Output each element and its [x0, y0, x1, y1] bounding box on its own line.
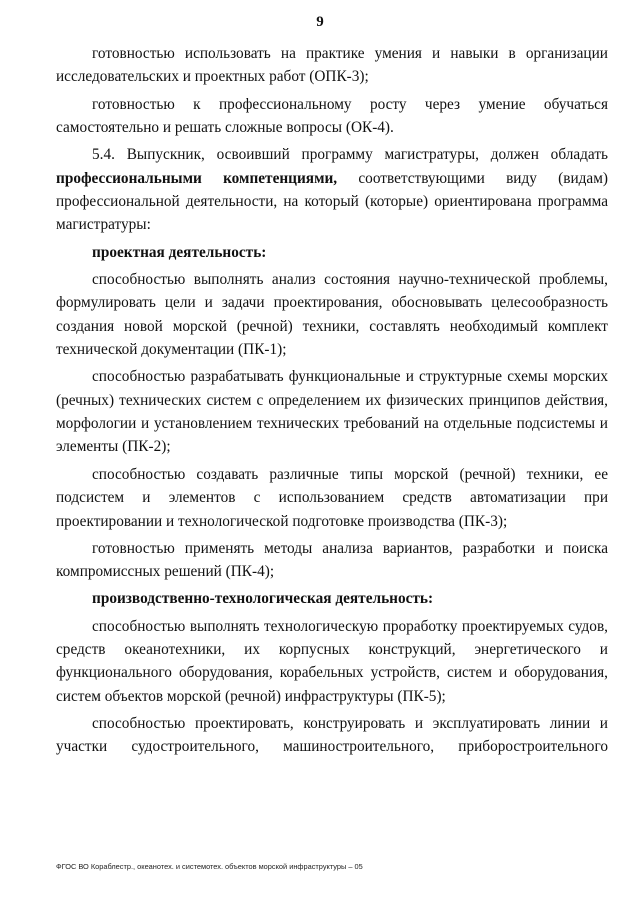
document-body	[56, 42, 608, 763]
page-number: 9	[316, 14, 324, 30]
paragraph-ok4: готовностью к профессиональному росту через умение обучаться самостоятельно и решать сложные вопросы (ОК-4).	[56, 95, 608, 137]
paragraph-5-4-intro: 5.4. Выпускник, освоивший программу магистратуры, должен обладать	[92, 146, 608, 164]
paragraph-pk4: готовностью применять методы анализа вариантов, разработки и поиска компромиссных решений (ПК-4);	[56, 539, 608, 581]
paragraph-5-4-bold: профессиональными компетенциями,	[56, 169, 338, 187]
paragraph-5-4-rest: соответствующими виду (видам) профессиональной деятельности, на который (которые) ориентирована программа магистратуры:	[56, 169, 608, 234]
page-footer: ФГОС ВО Кораблестр., океанотех. и системотех. объектов морской инфраструктуры – 05	[56, 862, 363, 871]
paragraph-pk5: способностью выполнять технологическую проработку проектируемых судов, средств океанотехники, их корпусных конструкций, энергетического и функционального оборудования, корабельных устройств, систем и оборудования, систем объектов морской (речной) инфраструктуры (ПК-5);	[56, 617, 608, 705]
paragraph-continued: способностью проектировать, конструировать и эксплуатировать линии и участки судостроительного, машиностроительного, приборостроительного	[56, 714, 608, 756]
heading-project-activity: проектная деятельность:	[92, 243, 267, 261]
paragraph-pk1: способностью выполнять анализ состояния научно-технической проблемы, формулировать цели и задачи проектирования, обосновывать целесообразность создания новой морской (речной) техники, составлять необходимый комплект технической документации (ПК-1);	[56, 270, 608, 359]
paragraph-pk3: способностью создавать различные типы морской (речной) техники, ее подсистем и элементов с использованием средств автоматизации при проектировании и технологической подготовке производства (ПК-3);	[56, 465, 608, 530]
heading-production-activity: производственно-технологическая деятельность:	[92, 590, 434, 608]
paragraph-5-4	[56, 143, 608, 237]
paragraph-pk2: способностью разрабатывать функциональные и структурные схемы морских (речных) технических систем с определением их физических принципов действия, морфологии и установлением технических требований на отдельные подсистемы и элементы (ПК-2);	[56, 368, 608, 456]
paragraph-opk3: готовностью использовать на практике умения и навыки в организации исследовательских и проектных работ (ОПК-3);	[56, 45, 608, 86]
